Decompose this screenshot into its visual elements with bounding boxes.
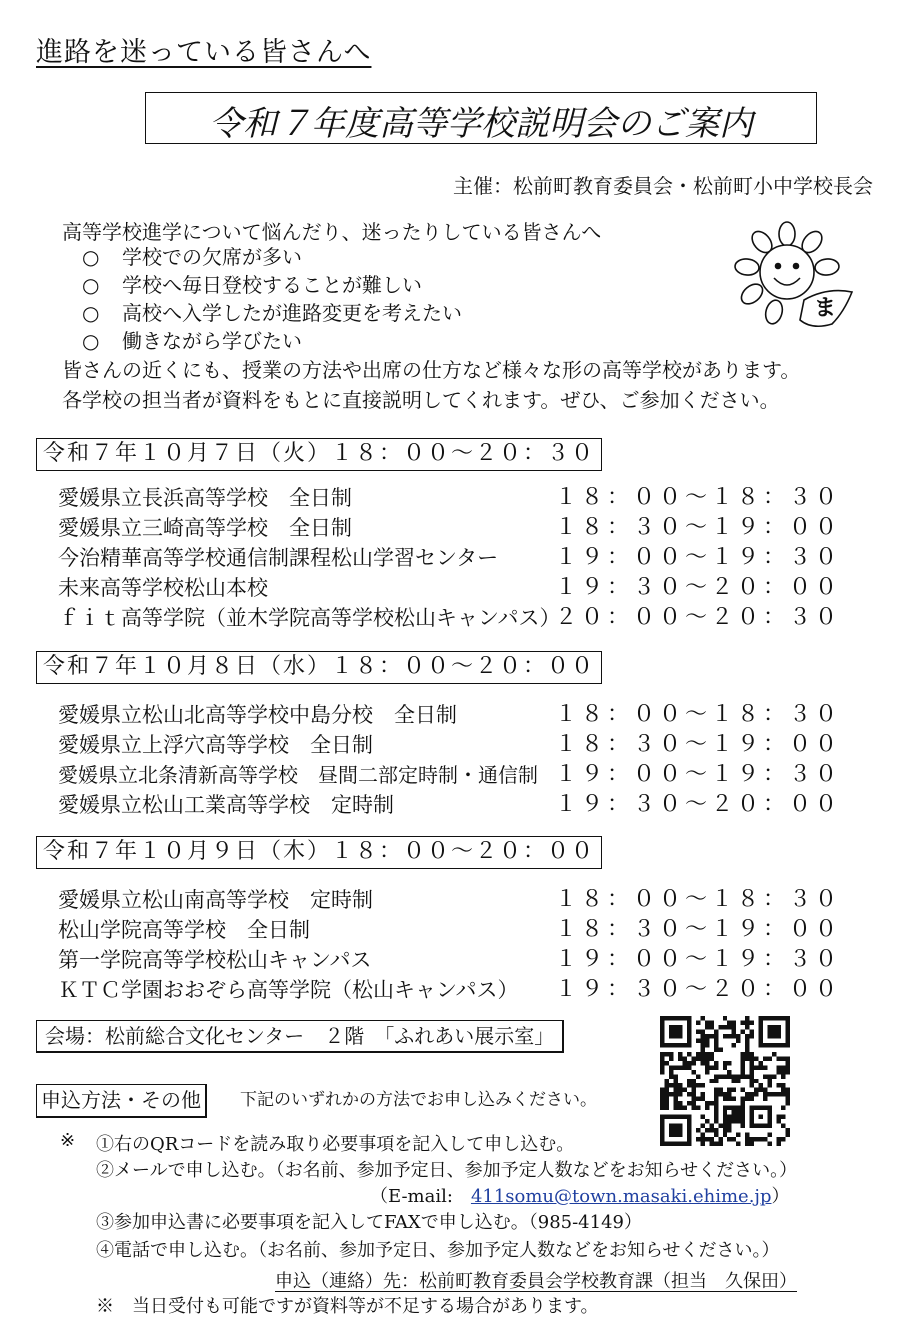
apply-label: 申込方法・その他 [36,1084,207,1118]
school-name: 愛媛県立松山南高等学校 定時制 [58,888,373,912]
email-suffix: ） [771,1186,790,1207]
table-row [58,730,842,760]
time-slot: ２０：００～２０：３０ [555,605,842,630]
page-title: 令和７年度高等学校説明会のご案内 [209,104,753,144]
school-name: ＫＴＣ学園おおぞら高等学院（松山キャンパス） [58,978,519,1002]
circle-bullet-icon: ○ [82,329,100,353]
table-row [58,700,842,730]
school-name: 未来高等学校松山本校 [58,576,268,600]
bullet-list [82,243,462,355]
table-row [58,945,842,975]
school-name: 第一学院高等学校松山キャンパス [58,948,372,972]
mascot-label: ま [813,295,837,321]
time-slot: １９：３０～２０：００ [555,575,842,600]
school-name: 愛媛県立北条清新高等学校 昼間二部定時制・通信制 [58,763,538,787]
title-box [145,92,817,144]
sun-mascot-icon [712,212,862,342]
email-link[interactable]: 411somu@town.masaki.ehime.jp [470,1186,772,1207]
session-date-1: 令和７年１０月７日（火）１８：００～２０：３０ [36,438,602,471]
method-qr: ①右のQRコードを読み取り必要事項を記入して申し込む。 [96,1134,575,1155]
bullet-text: 学校へ毎日登校することが難しい [122,273,422,297]
time-slot: １９：３０～２０：００ [555,977,842,1002]
method-phone: ④電話で申し込む。（お名前、参加予定日、参加予定人数などをお知らせください。） [96,1240,780,1261]
session-date-3: 令和７年１０月９日（木）１８：００～２０：００ [36,836,602,869]
contact-text: 申込（連絡）先：松前町教育委員会学校教育課（担当 久保田） [275,1271,797,1292]
venue-box: 会場：松前総合文化センター ２階 「ふれあい展示室」 [36,1020,564,1053]
time-slot: １８：３０～１９：００ [555,917,842,942]
table-row [58,975,842,1005]
table-row [58,573,842,603]
table-row [58,543,842,573]
bullet-text: 働きながら学びたい [122,329,302,353]
time-slot: １９：００～１９：３０ [555,947,842,972]
organizer-text: 主催：松前町教育委員会・松前町小中学校長会 [453,174,873,198]
table-row [58,760,842,790]
time-slot: １８：００～１８：３０ [555,887,842,912]
email-line [370,1182,790,1208]
circle-bullet-icon: ○ [82,273,100,297]
school-name: 愛媛県立松山工業高等学校 定時制 [58,793,394,817]
description [62,355,800,415]
method-email: ②メールで申し込む。（お名前、参加予定日、参加予定人数などをお知らせください。） [96,1160,798,1181]
list-item [82,299,462,327]
bullet-text: 高校へ入学したが進路変更を考えたい [122,301,462,325]
time-slot: １８：３０～１９：００ [555,732,842,757]
table-row [58,915,842,945]
top-heading: 進路を迷っている皆さんへ [36,37,372,68]
bullet-text: 学校での欠席が多い [122,245,302,269]
school-name: 松山学院高等学校 全日制 [58,918,310,942]
time-slot: １９：００～１９：３０ [555,762,842,787]
time-slot: １８：３０～１９：００ [555,515,842,540]
qr-code-icon[interactable] [660,1016,790,1146]
note-mark: ※ [60,1130,76,1151]
session-date-2: 令和７年１０月８日（水）１８：００～２０：００ [36,651,602,684]
list-item [82,271,462,299]
table-row [58,603,842,633]
time-slot: １８：００～１８：３０ [555,485,842,510]
list-item [82,327,462,355]
table-row [58,483,842,513]
table-row [58,885,842,915]
list-item [82,243,462,271]
circle-bullet-icon: ○ [82,301,100,325]
school-name: 今治精華高等学校通信制課程松山学習センター [58,546,499,570]
time-slot: １８：００～１８：３０ [555,702,842,727]
description-line: 各学校の担当者が資料をもとに直接説明してくれます。ぜひ、ご参加ください。 [62,388,780,412]
final-note: ※ 当日受付も可能ですが資料等が不足する場合があります。 [96,1296,599,1317]
description-line: 皆さんの近くにも、授業の方法や出席の仕方など様々な形の高等学校があります。 [62,358,801,382]
intro-text: 高等学校進学について悩んだり、迷ったりしている皆さんへ [62,220,602,244]
time-slot: １９：３０～２０：００ [555,792,842,817]
school-name: ｆｉｔ高等学院（並木学院高等学校松山キャンパス） [58,606,561,630]
email-prefix: （E-mail: [370,1186,471,1207]
table-row [58,513,842,543]
school-name: 愛媛県立長浜高等学校 全日制 [58,486,352,510]
school-name: 愛媛県立三崎高等学校 全日制 [58,516,352,540]
school-name: 愛媛県立松山北高等学校中島分校 全日制 [58,703,457,727]
time-slot: １９：００～１９：３０ [555,545,842,570]
circle-bullet-icon: ○ [82,245,100,269]
apply-note: 下記のいずれかの方法でお申し込みください。 [240,1090,597,1110]
table-row [58,790,842,820]
method-fax: ③参加申込書に必要事項を記入してFAXで申し込む。（985-4149） [96,1212,642,1233]
school-name: 愛媛県立上浮穴高等学校 全日制 [58,733,373,757]
